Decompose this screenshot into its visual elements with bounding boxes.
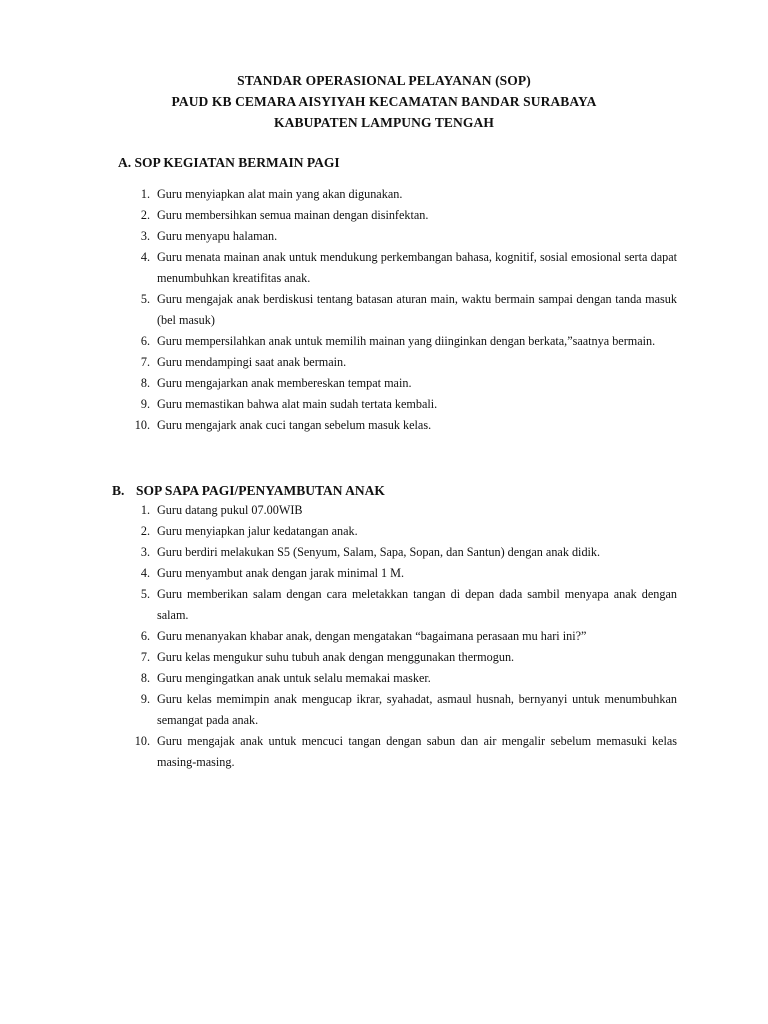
list-item-number: 6. bbox=[140, 334, 150, 348]
list-item-text: Guru menata mainan anak untuk mendukung perkembangan bahasa, kognitif, sosial emosional serta dapat menumbuhkan kreatifitas anak. bbox=[157, 250, 677, 285]
list-item bbox=[0, 689, 768, 731]
list-item-number: 4. bbox=[140, 250, 150, 264]
document-title bbox=[0, 70, 768, 133]
list-item-text: Guru mengingatkan anak untuk selalu memakai masker. bbox=[157, 671, 431, 685]
list-item-number: 3. bbox=[140, 545, 150, 559]
list-item-text: Guru menyambut anak dengan jarak minimal 1 M. bbox=[157, 566, 405, 580]
list-item-number: 4. bbox=[140, 566, 150, 580]
title-line-2: PAUD KB CEMARA AISYIYAH KECAMATAN BANDAR SURABAYA bbox=[171, 94, 597, 109]
list-item bbox=[0, 584, 768, 626]
list-item-number: 3. bbox=[140, 229, 150, 243]
list-item-text: Guru mendampingi saat anak bermain. bbox=[157, 355, 347, 369]
list-item bbox=[0, 247, 768, 289]
title-line-3: KABUPATEN LAMPUNG TENGAH bbox=[274, 115, 494, 130]
list-item bbox=[0, 415, 768, 436]
list-item bbox=[0, 289, 768, 331]
list-item-text: Guru mengajak anak berdiskusi tentang batasan aturan main, waktu bermain sampai dengan tanda masuk (bel masuk) bbox=[157, 292, 677, 327]
list-item-text: Guru menyiapkan alat main yang akan digunakan. bbox=[157, 187, 403, 201]
list-item-text: Guru kelas memimpin anak mengucap ikrar, syahadat, asmaul husnah, bernyanyi untuk menumbuhkan semangat pada anak. bbox=[157, 692, 677, 727]
list-item-text: Guru datang pukul 07.00WIB bbox=[157, 503, 303, 517]
list-item-text: Guru membersihkan semua mainan dengan disinfektan. bbox=[157, 208, 429, 222]
list-item-number: 7. bbox=[140, 355, 150, 369]
list-item-text: Guru menyapu halaman. bbox=[157, 229, 278, 243]
list-item bbox=[0, 626, 768, 647]
list-item bbox=[0, 563, 768, 584]
list-item-number: 9. bbox=[140, 397, 150, 411]
list-item-text: Guru memastikan bahwa alat main sudah tertata kembali. bbox=[157, 397, 438, 411]
section-b-letter: B. bbox=[112, 483, 125, 498]
list-item bbox=[0, 647, 768, 668]
section-b-title: SOP SAPA PAGI/PENYAMBUTAN ANAK bbox=[136, 483, 385, 498]
list-item-text: Guru kelas mengukur suhu tubuh anak dengan menggunakan thermogun. bbox=[157, 650, 515, 664]
list-item-number: 10. bbox=[134, 734, 150, 748]
list-item bbox=[0, 184, 768, 205]
list-item bbox=[0, 331, 768, 352]
list-item bbox=[0, 373, 768, 394]
list-item-number: 9. bbox=[140, 692, 150, 706]
list-item bbox=[0, 668, 768, 689]
list-item-text: Guru mengajark anak cuci tangan sebelum masuk kelas. bbox=[157, 418, 432, 432]
list-item bbox=[0, 731, 768, 773]
list-item-text: Guru mengajarkan anak membereskan tempat main. bbox=[157, 376, 412, 390]
list-item-number: 2. bbox=[140, 524, 150, 538]
list-item-text: Guru mengajak anak untuk mencuci tangan dengan sabun dan air mengalir sebelum memasuki kelas masing-masing. bbox=[157, 734, 677, 769]
list-item-number: 1. bbox=[140, 187, 150, 201]
list-item-text: Guru menanyakan khabar anak, dengan mengatakan “bagaimana perasaan mu hari ini?” bbox=[157, 629, 587, 643]
title-line-1: STANDAR OPERASIONAL PELAYANAN (SOP) bbox=[237, 73, 531, 88]
section-a-list bbox=[0, 184, 768, 436]
list-item-number: 8. bbox=[140, 376, 150, 390]
list-item-text: Guru berdiri melakukan S5 (Senyum, Salam, Sapa, Sopan, dan Santun) dengan anak didik. bbox=[157, 545, 601, 559]
section-a-letter: A. bbox=[118, 155, 132, 170]
list-item-number: 10. bbox=[134, 418, 150, 432]
list-item-number: 7. bbox=[140, 650, 150, 664]
list-item-number: 6. bbox=[140, 629, 150, 643]
section-b-heading bbox=[112, 480, 385, 501]
section-a-heading bbox=[118, 152, 340, 173]
list-item bbox=[0, 394, 768, 415]
list-item-text: Guru menyiapkan jalur kedatangan anak. bbox=[157, 524, 358, 538]
list-item-number: 5. bbox=[140, 587, 150, 601]
list-item-number: 1. bbox=[140, 503, 150, 517]
list-item-number: 5. bbox=[140, 292, 150, 306]
list-item bbox=[0, 352, 768, 373]
list-item-text: Guru mempersilahkan anak untuk memilih mainan yang diinginkan dengan berkata,”saatnya bermain. bbox=[157, 334, 656, 348]
list-item-number: 8. bbox=[140, 671, 150, 685]
list-item-number: 2. bbox=[140, 208, 150, 222]
list-item bbox=[0, 500, 768, 521]
list-item bbox=[0, 226, 768, 247]
list-item-text: Guru memberikan salam dengan cara meletakkan tangan di depan dada sambil menyapa anak dengan salam. bbox=[157, 587, 677, 622]
section-b-list bbox=[0, 500, 768, 773]
section-a-title: SOP KEGIATAN BERMAIN PAGI bbox=[134, 155, 340, 170]
list-item bbox=[0, 521, 768, 542]
list-item bbox=[0, 542, 768, 563]
list-item bbox=[0, 205, 768, 226]
